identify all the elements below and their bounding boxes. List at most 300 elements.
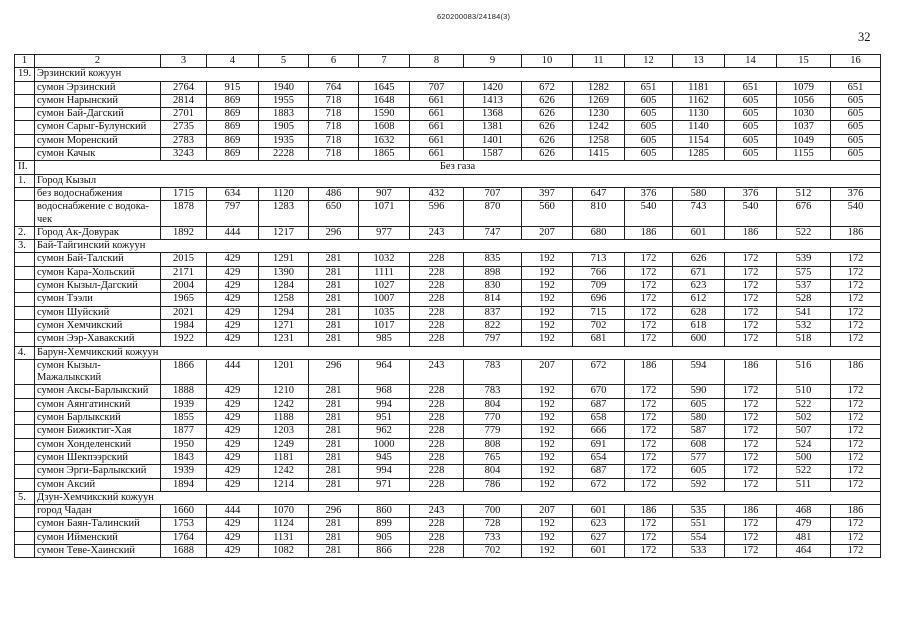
value-cell: 540 (725, 201, 777, 227)
value-cell: 281 (309, 531, 359, 544)
value-cell: 1883 (259, 108, 309, 121)
value-cell: 661 (410, 134, 464, 147)
value-cell: 281 (309, 425, 359, 438)
value-cell: 797 (464, 333, 522, 346)
value-cell: 192 (522, 293, 573, 306)
value-cell: 429 (207, 306, 259, 319)
value-cell: 680 (573, 226, 625, 239)
value-cell: 733 (464, 531, 522, 544)
value-cell: 228 (410, 306, 464, 319)
value-cell: 687 (573, 465, 625, 478)
value-cell: 535 (673, 505, 725, 518)
value-cell: 1922 (161, 333, 207, 346)
value-cell: 715 (573, 306, 625, 319)
row-number (15, 293, 35, 306)
value-cell: 964 (359, 359, 410, 385)
value-cell: 797 (207, 201, 259, 227)
locality-name: водоснабжение с водока- чек (35, 201, 161, 227)
value-cell: 172 (625, 385, 673, 398)
value-cell: 281 (309, 306, 359, 319)
value-cell: 243 (410, 359, 464, 385)
value-cell: 522 (777, 398, 831, 411)
row-number: 3. (15, 240, 35, 253)
value-cell: 594 (673, 359, 725, 385)
value-cell: 658 (573, 412, 625, 425)
value-cell: 486 (309, 187, 359, 200)
locality-name: сумон Бай-Дагский (35, 108, 161, 121)
value-cell: 540 (831, 201, 881, 227)
value-cell: 779 (464, 425, 522, 438)
value-cell: 605 (673, 398, 725, 411)
value-cell: 172 (725, 531, 777, 544)
locality-name: сумон Кызыл-Дагский (35, 280, 161, 293)
value-cell: 172 (831, 438, 881, 451)
row-number (15, 425, 35, 438)
locality-name: сумон Эрзинский (35, 81, 161, 94)
value-cell: 192 (522, 544, 573, 557)
table-row (15, 451, 881, 464)
value-cell: 228 (410, 319, 464, 332)
value-cell: 626 (522, 134, 573, 147)
value-cell: 661 (410, 108, 464, 121)
value-cell: 702 (464, 544, 522, 557)
value-cell: 281 (309, 465, 359, 478)
value-cell: 869 (207, 108, 259, 121)
table-row (15, 121, 881, 134)
table-row (15, 359, 881, 385)
value-cell: 1231 (259, 333, 309, 346)
value-cell: 605 (673, 465, 725, 478)
table-row (15, 134, 881, 147)
value-cell: 627 (573, 531, 625, 544)
value-cell: 687 (573, 398, 625, 411)
table-row (15, 465, 881, 478)
value-cell: 172 (831, 385, 881, 398)
value-cell: 1753 (161, 518, 207, 531)
value-cell: 172 (625, 518, 673, 531)
value-cell: 786 (464, 478, 522, 491)
locality-name: сумон Барлыкский (35, 412, 161, 425)
value-cell: 540 (625, 201, 673, 227)
value-cell: 281 (309, 266, 359, 279)
row-number (15, 544, 35, 557)
value-cell: 968 (359, 385, 410, 398)
value-cell: 1037 (777, 121, 831, 134)
locality-name: сумон Хонделенский (35, 438, 161, 451)
value-cell: 228 (410, 385, 464, 398)
row-number (15, 451, 35, 464)
value-cell: 1071 (359, 201, 410, 227)
row-number (15, 478, 35, 491)
value-cell: 296 (309, 226, 359, 239)
value-cell: 743 (673, 201, 725, 227)
value-cell: 2783 (161, 134, 207, 147)
row-number (15, 518, 35, 531)
column-header: 16 (831, 55, 881, 68)
value-cell: 1242 (259, 465, 309, 478)
value-cell: 2735 (161, 121, 207, 134)
value-cell: 1939 (161, 465, 207, 478)
value-cell: 971 (359, 478, 410, 491)
value-cell: 228 (410, 544, 464, 557)
value-cell: 1258 (573, 134, 625, 147)
value-cell: 281 (309, 293, 359, 306)
column-header: 5 (259, 55, 309, 68)
value-cell: 172 (725, 518, 777, 531)
section-label: Эрзинский кожуун (35, 68, 881, 81)
table-row (15, 412, 881, 425)
value-cell: 281 (309, 518, 359, 531)
value-cell: 580 (673, 412, 725, 425)
value-cell: 192 (522, 438, 573, 451)
row-number (15, 187, 35, 200)
value-cell: 670 (573, 385, 625, 398)
value-cell: 718 (309, 108, 359, 121)
value-cell: 870 (464, 201, 522, 227)
row-number (15, 280, 35, 293)
value-cell: 429 (207, 253, 259, 266)
column-header: 1 (15, 55, 35, 68)
table-row (15, 544, 881, 557)
value-cell: 502 (777, 412, 831, 425)
value-cell: 539 (777, 253, 831, 266)
value-cell: 866 (359, 544, 410, 557)
value-cell: 702 (573, 319, 625, 332)
value-cell: 522 (777, 226, 831, 239)
value-cell: 429 (207, 531, 259, 544)
value-cell: 172 (831, 253, 881, 266)
value-cell: 718 (309, 121, 359, 134)
value-cell: 522 (777, 465, 831, 478)
value-cell: 516 (777, 359, 831, 385)
page-number: 32 (858, 30, 871, 44)
value-cell: 869 (207, 121, 259, 134)
value-cell: 1390 (259, 266, 309, 279)
value-cell: 281 (309, 438, 359, 451)
value-cell: 728 (464, 518, 522, 531)
group-heading-row (15, 161, 881, 174)
value-cell: 172 (831, 451, 881, 464)
value-cell: 1401 (464, 134, 522, 147)
value-cell: 626 (673, 253, 725, 266)
column-header: 4 (207, 55, 259, 68)
value-cell: 510 (777, 385, 831, 398)
value-cell: 481 (777, 531, 831, 544)
value-cell: 1188 (259, 412, 309, 425)
row-number (15, 148, 35, 161)
value-cell: 1888 (161, 385, 207, 398)
value-cell: 770 (464, 412, 522, 425)
value-cell: 666 (573, 425, 625, 438)
value-cell: 1855 (161, 412, 207, 425)
value-cell: 1242 (259, 398, 309, 411)
value-cell: 228 (410, 478, 464, 491)
value-cell: 524 (777, 438, 831, 451)
value-cell: 804 (464, 398, 522, 411)
value-cell: 1203 (259, 425, 309, 438)
value-cell: 1715 (161, 187, 207, 200)
value-cell: 628 (673, 306, 725, 319)
value-cell: 1950 (161, 438, 207, 451)
value-cell: 186 (625, 359, 673, 385)
value-cell: 172 (625, 438, 673, 451)
value-cell: 1017 (359, 319, 410, 332)
value-cell: 207 (522, 359, 573, 385)
value-cell: 1201 (259, 359, 309, 385)
locality-name: сумон Шуйский (35, 306, 161, 319)
value-cell: 429 (207, 385, 259, 398)
value-cell: 601 (673, 226, 725, 239)
value-cell: 661 (410, 121, 464, 134)
section-label: Бай-Тайгинский кожуун (35, 240, 881, 253)
value-cell: 186 (831, 359, 881, 385)
value-cell: 580 (673, 187, 725, 200)
value-cell: 1284 (259, 280, 309, 293)
value-cell: 281 (309, 319, 359, 332)
value-cell: 661 (410, 148, 464, 161)
value-cell: 718 (309, 148, 359, 161)
value-cell: 605 (725, 108, 777, 121)
value-cell: 605 (625, 108, 673, 121)
locality-name: сумон Нарынский (35, 94, 161, 107)
value-cell: 605 (625, 121, 673, 134)
value-cell: 207 (522, 226, 573, 239)
value-cell: 554 (673, 531, 725, 544)
value-cell: 429 (207, 280, 259, 293)
value-cell: 623 (573, 518, 625, 531)
value-cell: 192 (522, 385, 573, 398)
value-cell: 661 (410, 94, 464, 107)
value-cell: 172 (625, 253, 673, 266)
value-cell: 207 (522, 505, 573, 518)
value-cell: 172 (831, 531, 881, 544)
value-cell: 1120 (259, 187, 309, 200)
row-number (15, 531, 35, 544)
value-cell: 429 (207, 319, 259, 332)
value-cell: 634 (207, 187, 259, 200)
locality-name: сумон Баян-Талинский (35, 518, 161, 531)
row-number (15, 134, 35, 147)
value-cell: 709 (573, 280, 625, 293)
value-cell: 605 (831, 134, 881, 147)
column-header: 13 (673, 55, 725, 68)
value-cell: 192 (522, 319, 573, 332)
value-cell: 243 (410, 226, 464, 239)
document-id: 620200083/24184(3) (437, 12, 511, 21)
locality-name: сумон Ийменский (35, 531, 161, 544)
value-cell: 1282 (573, 81, 625, 94)
value-cell: 172 (725, 253, 777, 266)
row-number: 2. (15, 226, 35, 239)
value-cell: 1111 (359, 266, 410, 279)
value-cell: 707 (410, 81, 464, 94)
value-cell: 172 (831, 293, 881, 306)
table-row (15, 280, 881, 293)
table-row (15, 425, 881, 438)
value-cell: 172 (725, 306, 777, 319)
column-header: 2 (35, 55, 161, 68)
value-cell: 1632 (359, 134, 410, 147)
value-cell: 718 (309, 94, 359, 107)
value-cell: 541 (777, 306, 831, 319)
value-cell: 172 (625, 319, 673, 332)
value-cell: 1027 (359, 280, 410, 293)
row-number (15, 412, 35, 425)
value-cell: 577 (673, 451, 725, 464)
value-cell: 281 (309, 333, 359, 346)
section-label: Город Кызыл (35, 174, 881, 187)
table-header-row (15, 55, 881, 68)
row-number (15, 253, 35, 266)
value-cell: 1007 (359, 293, 410, 306)
locality-name: сумон Бижиктиг-Хая (35, 425, 161, 438)
column-header: 12 (625, 55, 673, 68)
value-cell: 468 (777, 505, 831, 518)
value-cell: 186 (725, 359, 777, 385)
value-cell: 590 (673, 385, 725, 398)
value-cell: 172 (625, 398, 673, 411)
table-row (15, 108, 881, 121)
value-cell: 618 (673, 319, 725, 332)
value-cell: 814 (464, 293, 522, 306)
value-cell: 172 (831, 465, 881, 478)
section-heading-row (15, 346, 881, 359)
value-cell: 650 (309, 201, 359, 227)
value-cell: 605 (831, 148, 881, 161)
value-cell: 1291 (259, 253, 309, 266)
value-cell: 172 (625, 531, 673, 544)
value-cell: 1660 (161, 505, 207, 518)
value-cell: 444 (207, 226, 259, 239)
value-cell: 192 (522, 253, 573, 266)
row-number (15, 398, 35, 411)
value-cell: 2701 (161, 108, 207, 121)
value-cell: 228 (410, 425, 464, 438)
value-cell: 172 (725, 398, 777, 411)
value-cell: 376 (625, 187, 673, 200)
value-cell: 2228 (259, 148, 309, 161)
value-cell: 596 (410, 201, 464, 227)
value-cell: 172 (831, 425, 881, 438)
row-number: 4. (15, 346, 35, 359)
value-cell: 228 (410, 398, 464, 411)
value-cell: 192 (522, 280, 573, 293)
locality-name: сумон Аянгатинский (35, 398, 161, 411)
value-cell: 172 (725, 465, 777, 478)
value-cell: 186 (831, 505, 881, 518)
value-cell: 1877 (161, 425, 207, 438)
table-row (15, 253, 881, 266)
column-header: 14 (725, 55, 777, 68)
value-cell: 977 (359, 226, 410, 239)
value-cell: 296 (309, 505, 359, 518)
column-header: 9 (464, 55, 522, 68)
value-cell: 747 (464, 226, 522, 239)
value-cell: 2171 (161, 266, 207, 279)
value-cell: 479 (777, 518, 831, 531)
value-cell: 172 (831, 306, 881, 319)
value-cell: 808 (464, 438, 522, 451)
column-header: 10 (522, 55, 573, 68)
value-cell: 429 (207, 398, 259, 411)
value-cell: 444 (207, 359, 259, 385)
value-cell: 651 (725, 81, 777, 94)
value-cell: 1865 (359, 148, 410, 161)
value-cell: 783 (464, 385, 522, 398)
value-cell: 612 (673, 293, 725, 306)
value-cell: 700 (464, 505, 522, 518)
value-cell: 281 (309, 451, 359, 464)
value-cell: 994 (359, 398, 410, 411)
value-cell: 172 (625, 306, 673, 319)
table-row (15, 94, 881, 107)
value-cell: 905 (359, 531, 410, 544)
row-number (15, 385, 35, 398)
locality-name: сумон Качык (35, 148, 161, 161)
value-cell: 518 (777, 333, 831, 346)
value-cell: 672 (573, 478, 625, 491)
tariff-table (14, 54, 881, 558)
row-number (15, 81, 35, 94)
value-cell: 376 (831, 187, 881, 200)
value-cell: 1242 (573, 121, 625, 134)
value-cell: 672 (522, 81, 573, 94)
value-cell: 835 (464, 253, 522, 266)
value-cell: 2004 (161, 280, 207, 293)
value-cell: 464 (777, 544, 831, 557)
value-cell: 228 (410, 293, 464, 306)
table-row (15, 306, 881, 319)
value-cell: 281 (309, 412, 359, 425)
value-cell: 1368 (464, 108, 522, 121)
value-cell: 172 (725, 385, 777, 398)
value-cell: 192 (522, 531, 573, 544)
value-cell: 172 (725, 438, 777, 451)
value-cell: 172 (625, 293, 673, 306)
value-cell: 830 (464, 280, 522, 293)
value-cell: 172 (625, 425, 673, 438)
value-cell: 192 (522, 306, 573, 319)
value-cell: 1124 (259, 518, 309, 531)
table-row (15, 187, 881, 200)
value-cell: 766 (573, 266, 625, 279)
value-cell: 172 (625, 465, 673, 478)
value-cell: 1082 (259, 544, 309, 557)
value-cell: 575 (777, 266, 831, 279)
row-number: II. (15, 161, 35, 174)
value-cell: 3243 (161, 148, 207, 161)
row-number (15, 319, 35, 332)
value-cell: 228 (410, 451, 464, 464)
locality-name: сумон Эрги-Барлыкский (35, 465, 161, 478)
value-cell: 985 (359, 333, 410, 346)
table-row (15, 319, 881, 332)
value-cell: 228 (410, 412, 464, 425)
value-cell: 951 (359, 412, 410, 425)
table-row (15, 333, 881, 346)
value-cell: 605 (625, 134, 673, 147)
value-cell: 1866 (161, 359, 207, 385)
value-cell: 511 (777, 478, 831, 491)
value-cell: 623 (673, 280, 725, 293)
value-cell: 192 (522, 266, 573, 279)
locality-name: сумон Кара-Хольский (35, 266, 161, 279)
table-row (15, 226, 881, 239)
value-cell: 172 (725, 266, 777, 279)
row-number (15, 438, 35, 451)
value-cell: 429 (207, 333, 259, 346)
locality-name: сумон Кызыл- Мажалыкский (35, 359, 161, 385)
